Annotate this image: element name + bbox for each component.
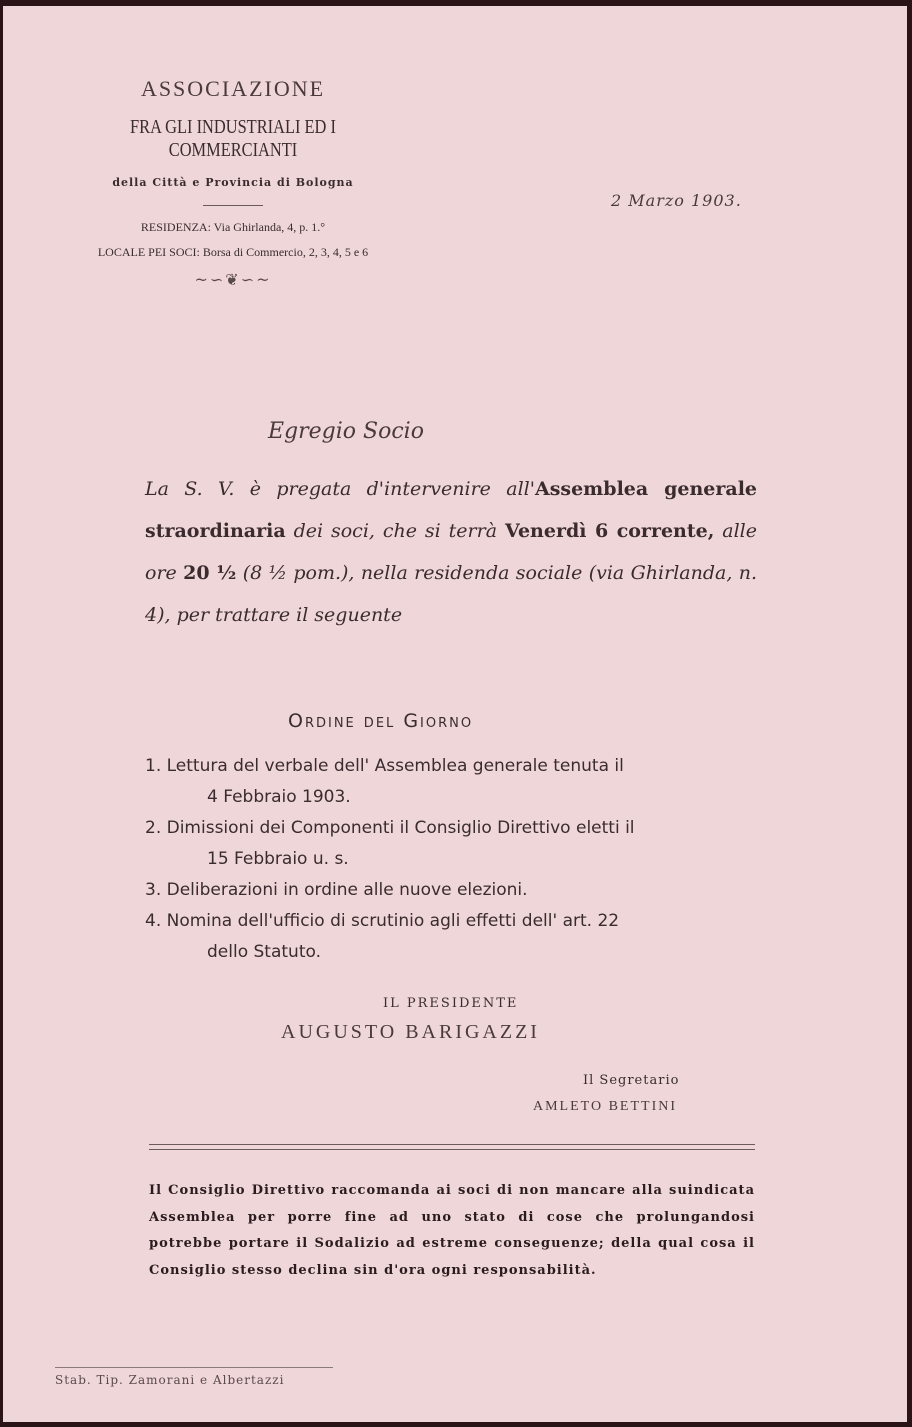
letter-sheet [3, 6, 907, 1422]
agenda-item [145, 751, 757, 813]
body-text: La S. V. è pregata d'intervenire all' [145, 478, 535, 500]
president-name: AUGUSTO BARIGAZZI [281, 1021, 540, 1043]
agenda-title: Ordine del Giorno [288, 710, 474, 732]
printer-imprint: Stab. Tip. Zamorani e Albertazzi [55, 1373, 285, 1387]
agenda-item [145, 906, 757, 968]
body-emphasis: Venerdì 6 corrente, [504, 520, 715, 542]
agenda-item-text: 3. Deliberazioni in ordine alle nuove elezioni. [145, 880, 528, 900]
agenda-item [145, 875, 757, 906]
president-title: IL PRESIDENTE [383, 996, 519, 1011]
footer-divider [55, 1367, 333, 1368]
secretary-title: Il Segretario [583, 1073, 680, 1088]
body-paragraph [145, 468, 757, 636]
letterhead-divider [203, 205, 263, 206]
letter-body [145, 468, 757, 636]
agenda-item-continuation: 15 Febbraio u. s. [207, 849, 349, 869]
letter-date: 2 Marzo 1903. [611, 191, 742, 210]
board-notice: Il Consiglio Direttivo raccomanda ai soci di non mancare alla suindicata Assemblea per porre fine ad uno stato di cose che prolungandosi potrebbe portare il Sodalizio ad estreme conseguenze; della qual cosa il Consiglio stesso declina sin d'ora ogni responsabilità. [149, 1183, 755, 1278]
agenda-item-continuation: dello Statuto. [207, 942, 321, 962]
org-name-line1: ASSOCIAZIONE [140, 76, 326, 101]
agenda-item-text: 4. Nomina dell'ufficio di scrutinio agli effetti dell' art. 22 [145, 911, 620, 931]
agenda-item-text: 2. Dimissioni dei Componenti il Consiglio Direttivo eletti il [145, 818, 635, 838]
body-text: alle ore [145, 520, 757, 584]
agenda-item [145, 813, 757, 875]
body-emphasis: 20 ½ [183, 562, 237, 584]
body-emphasis: Assemblea generale straordinaria [145, 478, 757, 542]
secretary-name: AMLETO BETTINI [533, 1099, 677, 1114]
letterhead [43, 76, 423, 289]
body-text: dei soci, che si terrà [285, 520, 505, 542]
agenda-item-text: 1. Lettura del verbale dell' Assemblea generale tenuta il [145, 756, 624, 776]
org-name-line3: della Città e Provincia di Bologna [112, 176, 354, 189]
ornament-icon: ~∽❦∽~ [194, 270, 272, 289]
org-name-line2: FRA GLI INDUSTRIALI ED I COMMERCIANTI [130, 116, 336, 161]
members-locale: LOCALE PEI SOCI: Borsa di Commercio, 2, 3, 4, 5 e 6 [97, 245, 369, 259]
body-text: (8 ½ pom.), nella residenda sociale (via Ghirlanda, n. 4), per trattare il seguente [145, 562, 758, 626]
agenda-list [145, 751, 757, 968]
agenda-item-continuation: 4 Febbraio 1903. [207, 787, 351, 807]
residence-address: RESIDENZA: Via Ghirlanda, 4, p. 1.° [140, 220, 326, 234]
double-rule-divider [149, 1144, 755, 1150]
salutation: Egregio Socio [268, 419, 424, 444]
